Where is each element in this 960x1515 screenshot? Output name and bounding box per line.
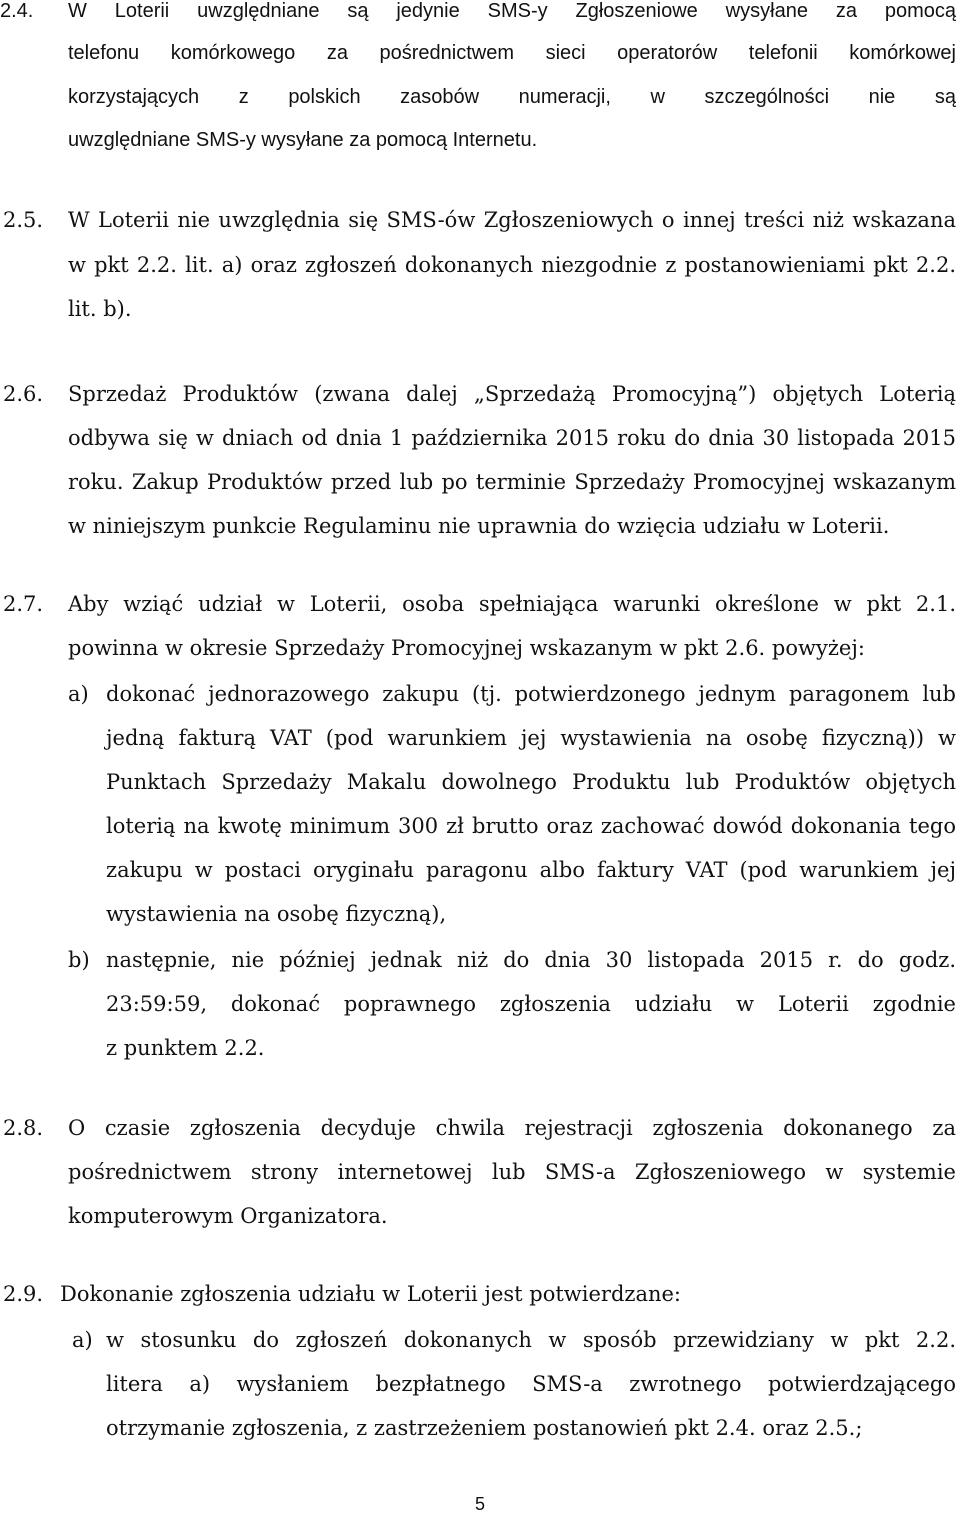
paragraph-line: w stosunku do zgłoszeń dokonanych w sposób przewidziany w pkt 2.2. xyxy=(106,1328,956,1352)
paragraph-line: następnie, nie później jednak niż do dnia 30 listopada 2015 r. do godz. xyxy=(106,948,956,972)
paragraph-line: W Loterii uwzględniane są jedynie SMS-y Zgłoszeniowe wysyłane za pomocą xyxy=(68,0,956,22)
list-item-label: b) xyxy=(68,948,90,972)
list-item xyxy=(68,946,956,1076)
paragraph-line: telefonu komórkowego za pośrednictwem sieci operatorów telefonii komórkowej xyxy=(68,42,956,64)
paragraph-line: otrzymanie zgłoszenia, z zastrzeżeniem postanowień pkt 2.4. oraz 2.5.; xyxy=(106,1416,863,1440)
paragraph-line: dokonać jednorazowego zakupu (tj. potwierdzonego jednym paragonem lub xyxy=(106,682,956,706)
paragraph-line: Sprzedaż Produktów (zwana dalej „Sprzedażą Promocyjną”) objętych Loterią xyxy=(68,382,956,406)
paragraph-line: loterią na kwotę minimum 300 zł brutto oraz zachować dowód dokonania tego xyxy=(106,814,956,838)
section-number: 2.8. xyxy=(3,1116,44,1140)
page-number: 5 xyxy=(474,1494,485,1514)
paragraph-line: pośrednictwem strony internetowej lub SMS-a Zgłoszeniowego w systemie xyxy=(68,1160,956,1184)
paragraph-line: Aby wziąć udział w Loterii, osoba spełniająca warunki określone w pkt 2.1. xyxy=(68,592,956,616)
paragraph-line: 23:59:59, dokonać poprawnego zgłoszenia udziału w Loterii zgodnie xyxy=(106,992,956,1016)
paragraph-line: w pkt 2.2. lit. a) oraz zgłoszeń dokonanych niezgodnie z postanowieniami pkt 2.2. xyxy=(68,253,956,277)
paragraph-line: korzystających z polskich zasobów numeracji, w szczególności nie są xyxy=(68,86,956,108)
section-number: 2.4. xyxy=(0,0,34,22)
list-item-label: a) xyxy=(72,1328,93,1352)
section-2-4 xyxy=(0,0,956,170)
paragraph-line: zakupu w postaci oryginału paragonu albo faktury VAT (pod warunkiem jej xyxy=(106,858,956,882)
paragraph-line: O czasie zgłoszenia decyduje chwila rejestracji zgłoszenia dokonanego za xyxy=(68,1116,956,1140)
section-2-7 xyxy=(0,590,956,1070)
paragraph-line: uwzględniane SMS-y wysyłane za pomocą Internetu. xyxy=(68,129,538,151)
section-2-9 xyxy=(0,1280,956,1470)
paragraph-line: litera a) wysłaniem bezpłatnego SMS-a zwrotnego potwierdzającego xyxy=(106,1372,956,1396)
paragraph-line: w niniejszym punkcie Regulaminu nie uprawnia do wzięcia udziału w Loterii. xyxy=(68,514,890,538)
list-item-label: a) xyxy=(68,682,89,706)
section-number: 2.7. xyxy=(3,592,44,616)
paragraph-line: wystawienia na osobę fizyczną), xyxy=(106,902,447,926)
list-item xyxy=(72,1326,956,1466)
paragraph-line: komputerowym Organizatora. xyxy=(68,1204,388,1228)
paragraph-line: Punktach Sprzedaży Makalu dowolnego Produktu lub Produktów objętych xyxy=(106,770,956,794)
section-number: 2.5. xyxy=(3,208,44,232)
section-2-6 xyxy=(0,380,956,540)
section-number: 2.6. xyxy=(3,382,44,406)
paragraph-line: W Loterii nie uwzględnia się SMS-ów Zgłoszeniowych o innej treści niż wskazana xyxy=(68,208,956,232)
paragraph-line: jedną fakturą VAT (pod warunkiem jej wystawienia na osobę fizyczną)) w xyxy=(106,726,956,750)
list-item xyxy=(68,680,956,950)
section-2-5 xyxy=(0,206,956,321)
paragraph-line: roku. Zakup Produktów przed lub po terminie Sprzedaży Promocyjnej wskazanym xyxy=(68,470,956,494)
section-number: 2.9. xyxy=(3,1282,44,1306)
paragraph-line: powinna w okresie Sprzedaży Promocyjnej wskazanym w pkt 2.6. powyżej: xyxy=(68,636,865,660)
paragraph-line: lit. b). xyxy=(68,297,132,321)
paragraph-line: odbywa się w dniach od dnia 1 października 2015 roku do dnia 30 listopada 2015 xyxy=(68,426,956,450)
paragraph-line: z punktem 2.2. xyxy=(106,1036,265,1060)
section-2-8 xyxy=(0,1114,956,1234)
paragraph-line: Dokonanie zgłoszenia udziału w Loterii jest potwierdzane: xyxy=(60,1282,681,1306)
